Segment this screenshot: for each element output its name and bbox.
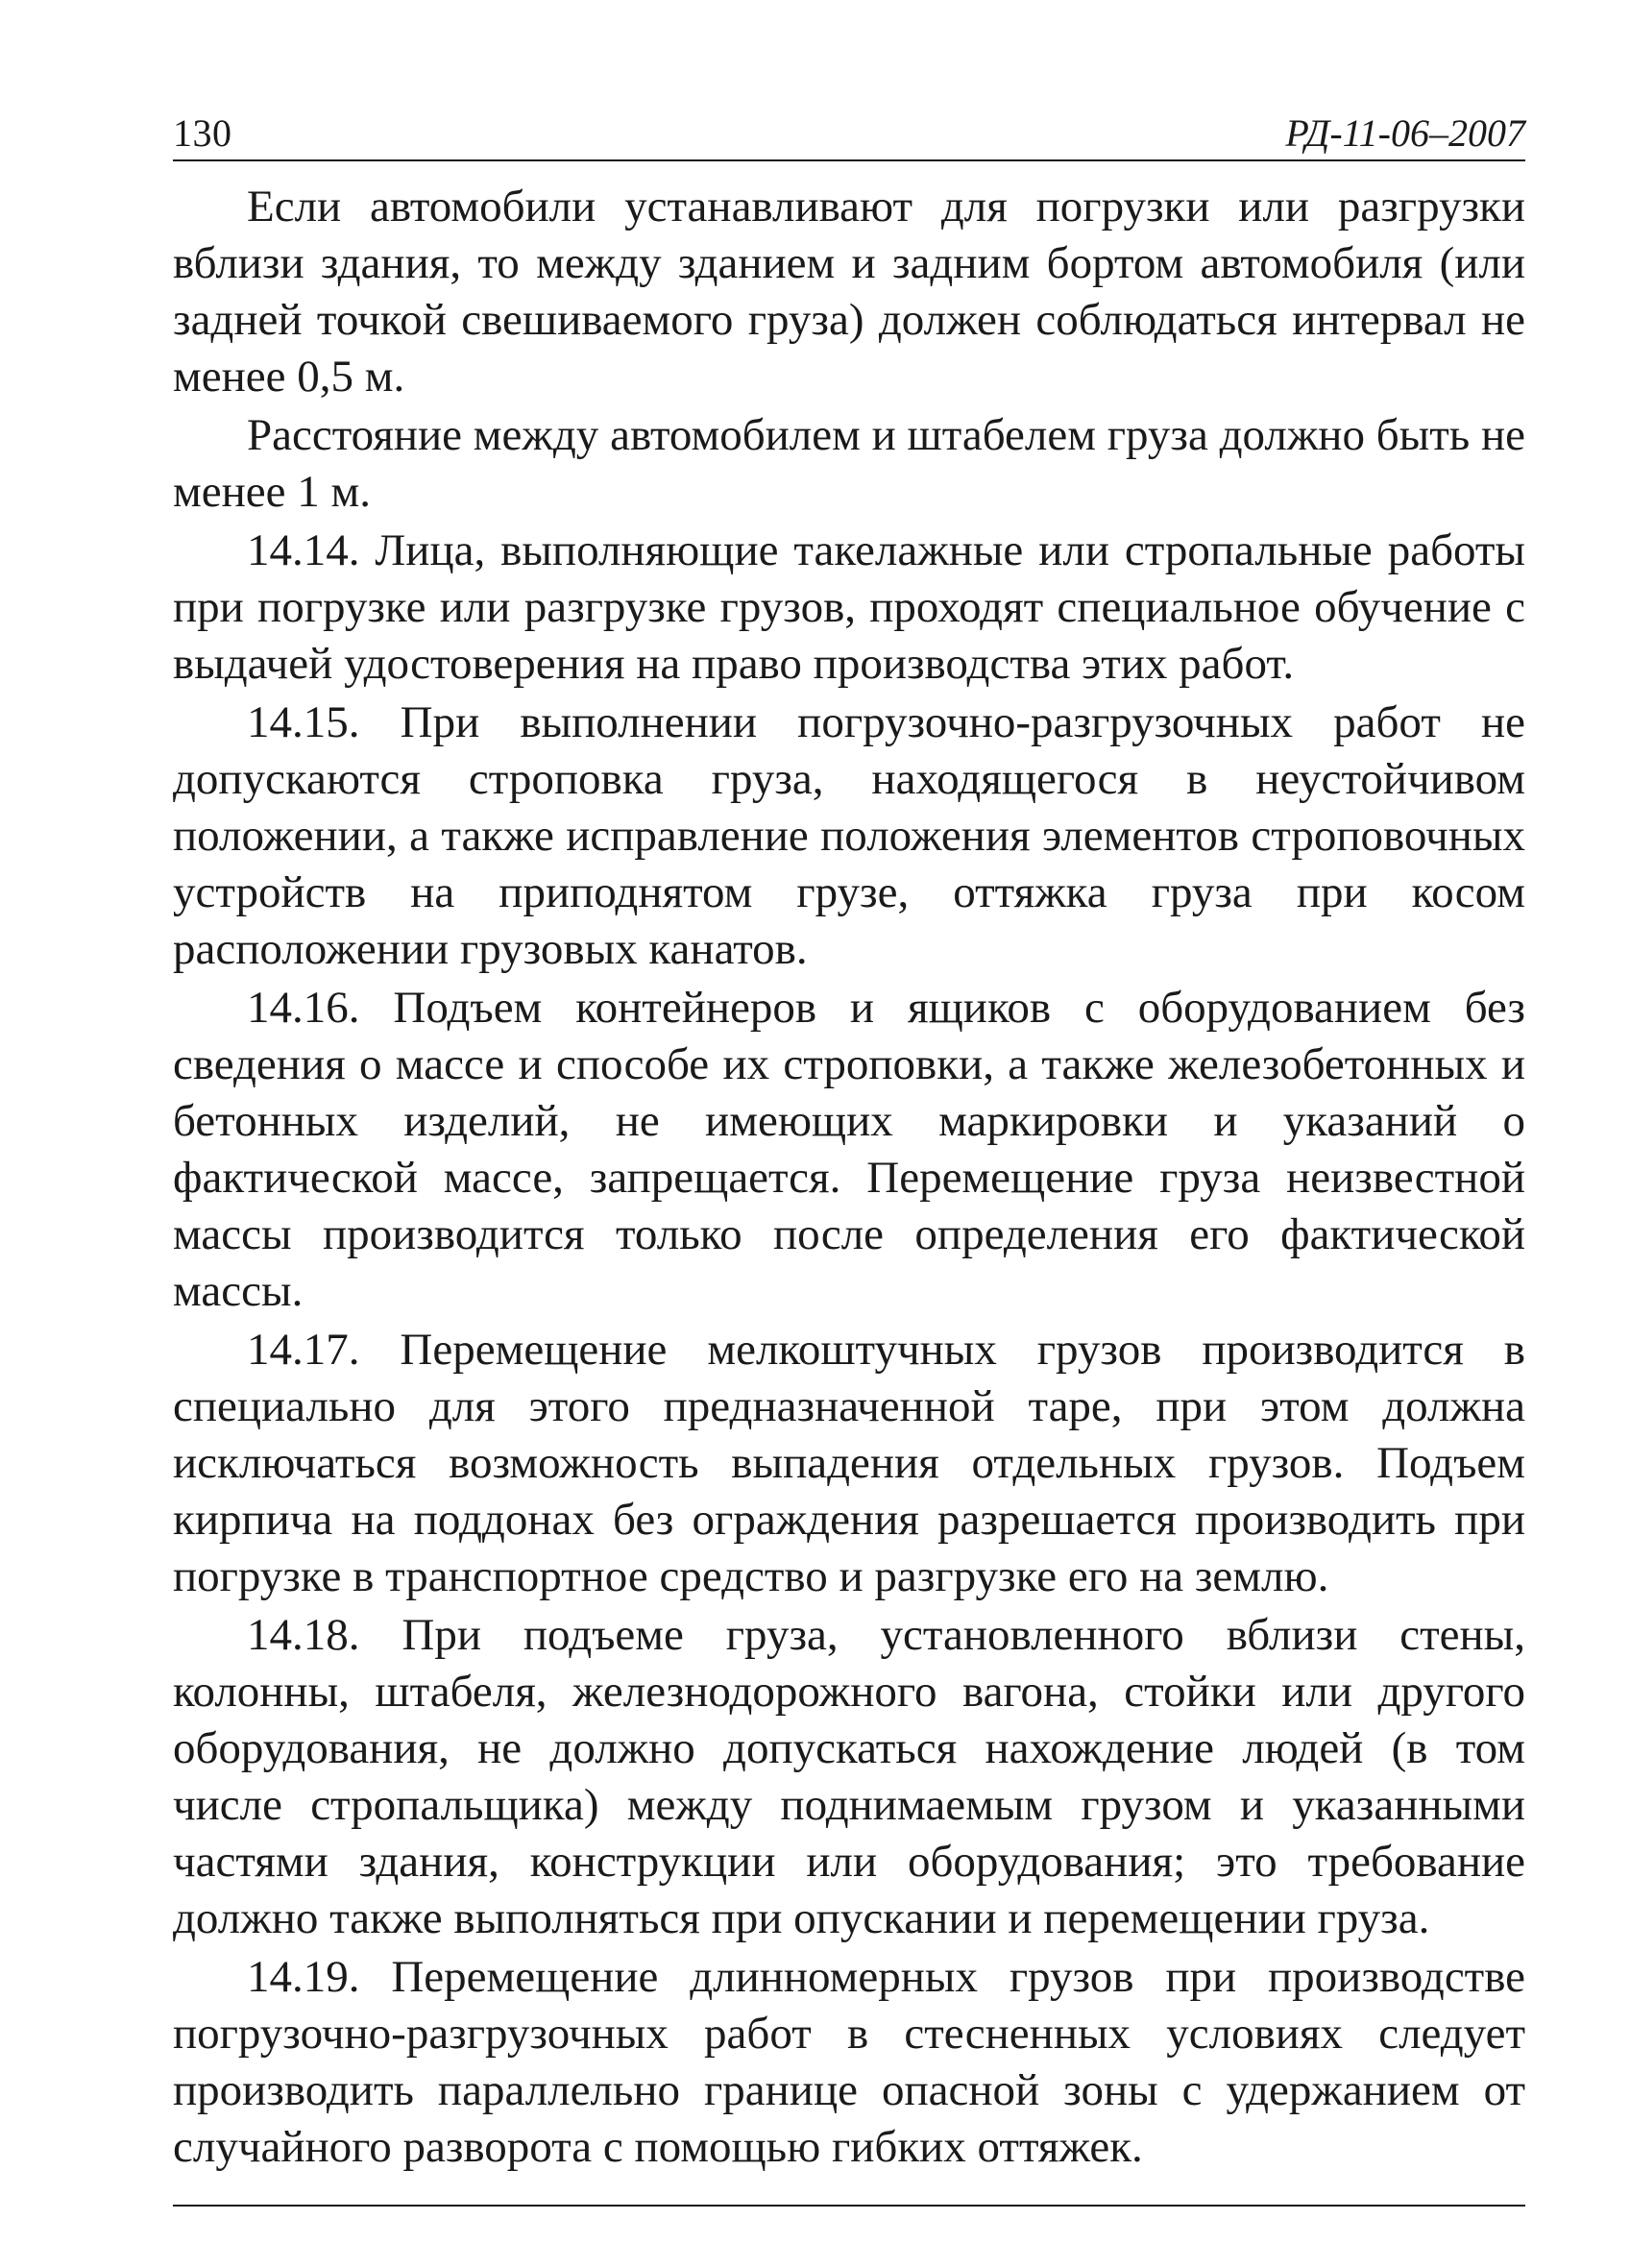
document-page — [173, 106, 1525, 2207]
paragraph-vehicle-interval: Если автомобили устанавливают для погрузки или разгрузки вблизи здания, то между зданием и задним бортом автомобиля (или задней точкой свешиваемого груза) должен соблюдаться интервал не менее 0,5 м. — [173, 182, 1525, 402]
paragraph-14-18: 14.18. При подъеме груза, установленного вблизи стены, колонны, штабеля, железнодорожного вагона, стойки или другого оборудования, не должно допускаться нахождение людей (в том числе стропальщика) между поднимаемым грузом и указанными частями здания, конструкции или оборудования; это требование должно также выполняться при опускании и перемещении груза. — [173, 1610, 1525, 1943]
paragraph-vehicle-stack-distance: Расстояние между автомобилем и штабелем груза должно быть не менее 1 м. — [173, 410, 1525, 517]
paragraph-14-19: 14.19. Перемещение длинномерных грузов при производстве погрузочно-разгрузочных работ в стесненных условиях следует производить параллельно границе опасной зоны с удержанием от случайного разворота с помощью гибких оттяжек. — [173, 1952, 1525, 2172]
paragraph-14-17: 14.17. Перемещение мелкоштучных грузов производится в специально для этого предназначенной таре, при этом должна исключаться возможность выпадения отдельных грузов. Подъем кирпича на поддонах без ограждения разрешается производить при погрузке в транспортное средство и разгрузке его на землю. — [173, 1325, 1525, 1601]
document-body — [173, 179, 1525, 2176]
paragraph-14-14: 14.14. Лица, выполняющие такелажные или стропальные работы при погрузке или разгрузке грузов, проходят специальное обучение с выдачей удостоверения на право производства этих работ. — [173, 525, 1525, 689]
section-end-rule — [173, 2205, 1525, 2207]
page-number: 130 — [173, 111, 232, 155]
running-header — [173, 106, 1525, 161]
document-code: РД-11-06–2007 — [1285, 111, 1525, 155]
paragraph-14-15: 14.15. При выполнении погрузочно-разгрузочных работ не допускаются строповка груза, находящегося в неустойчивом положении, а также исправление положения элементов строповочных устройств на приподнятом грузе, оттяжка груза при косом расположении грузовых канатов. — [173, 697, 1525, 974]
paragraph-14-16: 14.16. Подъем контейнеров и ящиков с оборудованием без сведения о массе и способе их строповки, а также железобетонных и бетонных изделий, не имеющих маркировки и указаний о фактической массе, запрещается. Перемещение груза неизвестной массы производится только после определения его фактической массы. — [173, 983, 1525, 1316]
